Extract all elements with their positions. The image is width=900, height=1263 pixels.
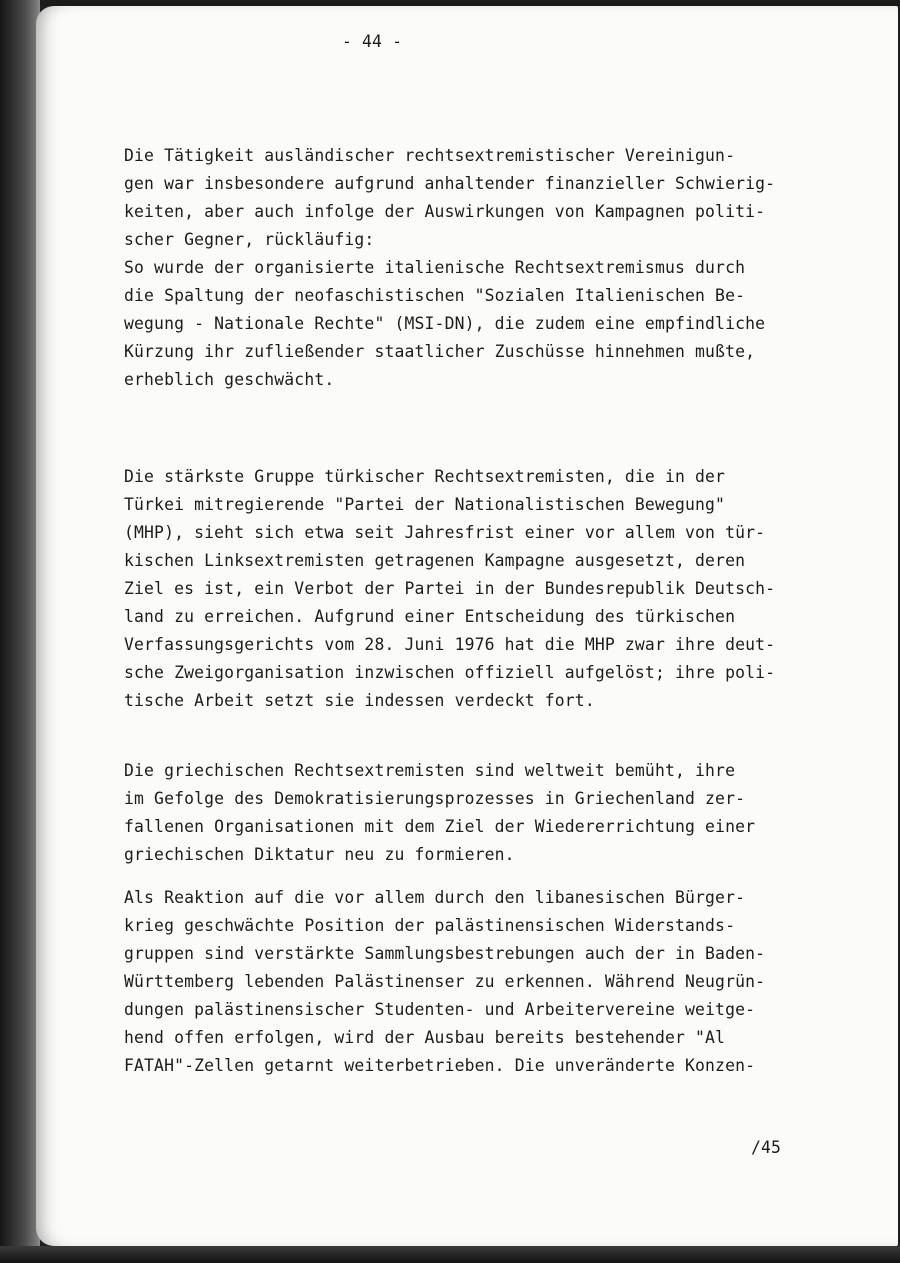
- text-line: Als Reaktion auf die vor allem durch den libanesischen Bürger-: [124, 888, 746, 907]
- text-line: fallenen Organisationen mit dem Ziel der Wiedererrichtung einer: [124, 817, 756, 836]
- text-line: gen war insbesondere aufgrund anhaltender finanzieller Schwierig-: [124, 174, 776, 193]
- text-line: So wurde der organisierte italienische Rechtsextremismus durch: [124, 258, 746, 277]
- paragraph-greek-extremism: [124, 757, 755, 869]
- text-line: Württemberg lebenden Palästinenser zu erkennen. Während Neugrün-: [124, 972, 766, 991]
- text-line: scher Gegner, rückläufig:: [124, 230, 375, 249]
- text-line: kischen Linksextremisten getragenen Kampagne ausgesetzt, deren: [124, 551, 746, 570]
- text-line: Die griechischen Rechtsextremisten sind weltweit bemüht, ihre: [124, 761, 736, 780]
- page-number: - 44 -: [342, 32, 403, 51]
- text-line: hend offen erfolgen, wird der Ausbau bereits bestehender "Al: [124, 1028, 726, 1047]
- text-line: die Spaltung der neofaschistischen "Sozialen Italienischen Be-: [124, 286, 746, 305]
- next-page-reference: /45: [751, 1138, 782, 1157]
- text-line: wegung - Nationale Rechte" (MSI-DN), die zudem eine empfindliche: [124, 314, 766, 333]
- text-line: Die stärkste Gruppe türkischer Rechtsextremisten, die in der: [124, 467, 726, 486]
- text-line: land zu erreichen. Aufgrund einer Entscheidung des türkischen: [124, 607, 736, 626]
- paragraph-palestinian-groups: [124, 884, 765, 1080]
- text-line: FATAH"-Zellen getarnt weiterbetrieben. Die unveränderte Konzen-: [124, 1056, 756, 1075]
- text-line: Ziel es ist, ein Verbot der Partei in der Bundesrepublik Deutsch-: [124, 579, 776, 598]
- text-line: sche Zweigorganisation inzwischen offiziell aufgelöst; ihre poli-: [124, 663, 776, 682]
- paragraph-italian-extremism: [124, 142, 775, 394]
- text-line: Kürzung ihr zufließender staatlicher Zuschüsse hinnehmen mußte,: [124, 342, 756, 361]
- text-line: keiten, aber auch infolge der Auswirkungen von Kampagnen politi-: [124, 202, 766, 221]
- text-line: Die Tätigkeit ausländischer rechtsextremistischer Vereinigun-: [124, 146, 736, 165]
- text-line: krieg geschwächte Position der palästinensischen Widerstands-: [124, 916, 736, 935]
- text-line: tische Arbeit setzt sie indessen verdeckt fort.: [124, 691, 595, 710]
- text-line: erheblich geschwächt.: [124, 370, 335, 389]
- text-line: Verfassungsgerichts vom 28. Juni 1976 hat die MHP zwar ihre deut-: [124, 635, 776, 654]
- paragraph-turkish-extremism: [124, 463, 775, 715]
- text-line: griechischen Diktatur neu zu formieren.: [124, 845, 515, 864]
- text-line: (MHP), sieht sich etwa seit Jahresfrist einer vor allem von tür-: [124, 523, 766, 542]
- binding-spine: [0, 0, 40, 1263]
- scan-bottom-edge: [0, 1246, 900, 1263]
- text-line: Türkei mitregierende "Partei der Nationalistischen Bewegung": [124, 495, 726, 514]
- text-line: dungen palästinensischer Studenten- und Arbeitervereine weitge-: [124, 1000, 756, 1019]
- text-line: im Gefolge des Demokratisierungsprozesses in Griechenland zer-: [124, 789, 746, 808]
- text-line: gruppen sind verstärkte Sammlungsbestrebungen auch der in Baden-: [124, 944, 766, 963]
